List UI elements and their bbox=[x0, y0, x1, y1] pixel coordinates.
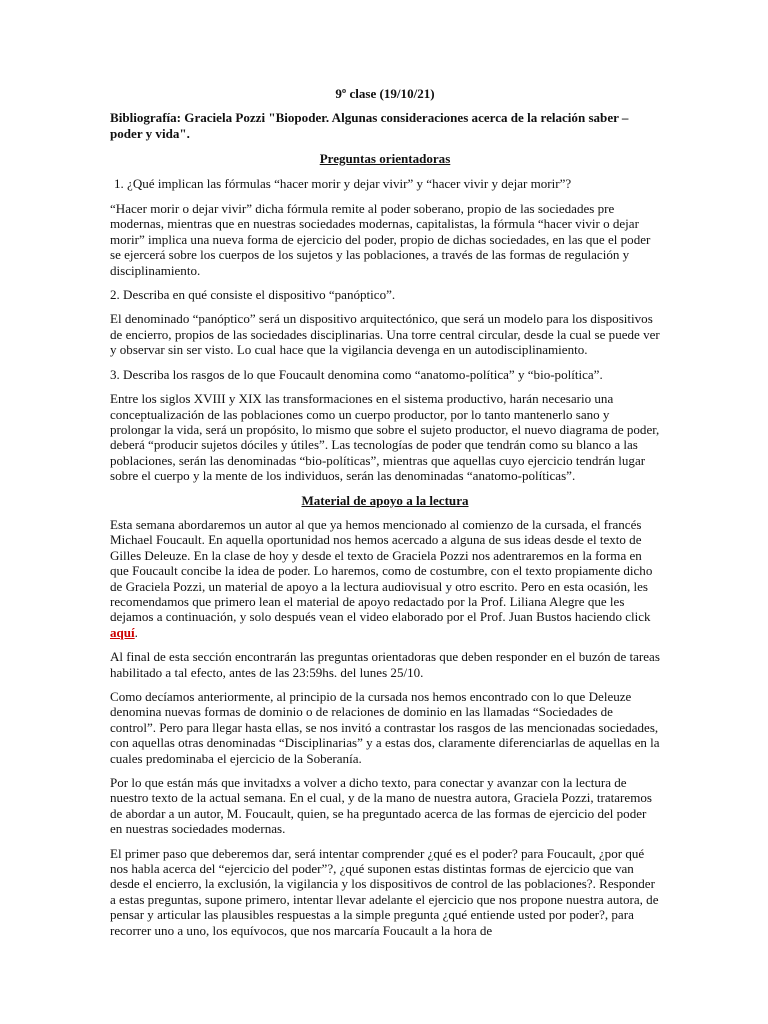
question-1: 1. ¿Qué implican las fórmulas “hacer morir y dejar vivir” y “hacer vivir y dejar morir”? bbox=[114, 175, 572, 191]
document-page bbox=[110, 86, 660, 947]
paragraph-intro-end: . bbox=[134, 624, 138, 640]
page-title: 9º clase (19/10/21) bbox=[335, 86, 435, 101]
paragraph-intro bbox=[110, 517, 660, 640]
paragraph-deadline: Al final de esta sección encontrarán las preguntas orientadoras que deben responder en el buzón de tareas habilitado a tal efecto, antes de las 23:59hs. del lunes 25/10. bbox=[110, 649, 660, 680]
question-2: 2. Describa en qué consiste el dispositivo “panóptico”. bbox=[110, 287, 396, 303]
paragraph-deleuze: Como decíamos anteriormente, al principio de la cursada nos hemos encontrado con lo que Deleuze denomina nuevas formas de dominio o de relaciones de dominio en las llamadas “Sociedades de control”. Pero para llegar hasta ellas, se nos invitó a contrastar los rasgos de las mencionadas sociedades, con aquellas otras denominadas “Disciplinarias” y a estas dos, claramente diferenciarlas de aquellas en la cuales predominaba el ejercicio de la Soberanía. bbox=[110, 689, 660, 766]
paragraph-invitation: Por lo que están más que invitadxs a volver a dicho texto, para conectar y avanzar con la lectura de nuestro texto de la actual semana. En el cual, y de la mano de nuestra autora, Graciela Pozzi, trataremos de abordar a un autor, M. Foucault, quien, se ha preguntado acerca de las formas de ejercicio del poder en nuestras sociedades modernas. bbox=[110, 775, 652, 837]
question-3: 3. Describa los rasgos de lo que Foucault denomina como “anatomo-política” y “bio-política”. bbox=[110, 366, 603, 382]
answer-3: Entre los siglos XVIII y XIX las transformaciones en el sistema productivo, harán necesario una conceptualización de las poblaciones como un cuerpo productor, por lo tanto mantenerlo sano y prolongar la vida, será un propósito, lo mismo que sobre el sujeto productor, el nuevo diagrama de poder, deberá “producir sujetos dóciles y útiles”. Las tecnologías de poder que tendrán como su blanco a las poblaciones, serán las denominadas “bio-políticas”, mientras que aquellas cuyo ejercicio tendrán lugar sobre el cuerpo y la mente de los individuos, serán las denominadas “anatomo-políticas”. bbox=[110, 391, 660, 484]
answer-1: “Hacer morir o dejar vivir” dicha fórmula remite al poder soberano, propio de las sociedades pre modernas, mientras que en nuestras sociedades modernas, capitalistas, la fórmula “hacer vivir o dejar morir” implica una nueva forma de ejercicio del poder, propio de dichas sociedades, en las que el poder se ejercerá sobre los cuerpos de los sujetos y las poblaciones, a través de las formas de regulación y disciplinamiento. bbox=[110, 201, 651, 278]
section-heading-preguntas: Preguntas orientadoras bbox=[319, 151, 451, 167]
answer-2: El denominado “panóptico” será un dispositivo arquitectónico, que será un modelo para los dispositivos de encierro, propios de las sociedades disciplinarias. Una torre central circular, desde la cual se puede ver y observar sin ser visto. Lo cual hace que la vigilancia devenga en un autodisciplinamiento. bbox=[110, 311, 660, 358]
paragraph-intro-text: Esta semana abordaremos un autor al que ya hemos mencionado al comienzo de la cursada, el francés Michael Foucault. En aquella oportunidad nos hemos acercado a alguna de sus ideas desde el texto de Gilles Deleuze. En la clase de hoy y desde el texto de Graciela Pozzi nos adentraremos en la forma en que Foucault concibe la idea de poder. Lo haremos, como de costumbre, con el texto propiamente dicho de Graciela Pozzi, un material de apoyo a la lectura audiovisual y otro escrito. Pero en esta ocasión, les recomendamos que primero lean el material de apoyo redactado por la Prof. Liliana Alegre que les dejamos a continuación, y solo después vean el video elaborado por el Prof. Juan Bustos haciendo click bbox=[110, 516, 653, 625]
section-heading-material: Material de apoyo a la lectura bbox=[301, 492, 469, 508]
video-link[interactable]: aquí bbox=[110, 624, 135, 640]
bibliography-line: Bibliografía: Graciela Pozzi "Biopoder. Algunas consideraciones acerca de la relación saber – poder y vida". bbox=[110, 110, 629, 141]
paragraph-first-step: El primer paso que deberemos dar, será intentar comprender ¿qué es el poder? para Foucault, ¿por qué nos habla acerca del “ejercicio del poder”?, ¿qué suponen estas distintas formas de ejercicio que van desde el encierro, la exclusión, la vigilancia y los dispositivos de control de las poblaciones?. Responder a estas preguntas, supone primero, intentar llevar adelante el ejercicio que nos propone nuestra autora, de pensar y articular las plausibles respuestas a la simple pregunta ¿qué entiende usted por poder?, para recorrer uno a uno, los equívocos, que nos marcaría Foucault a la hora de bbox=[110, 845, 659, 938]
